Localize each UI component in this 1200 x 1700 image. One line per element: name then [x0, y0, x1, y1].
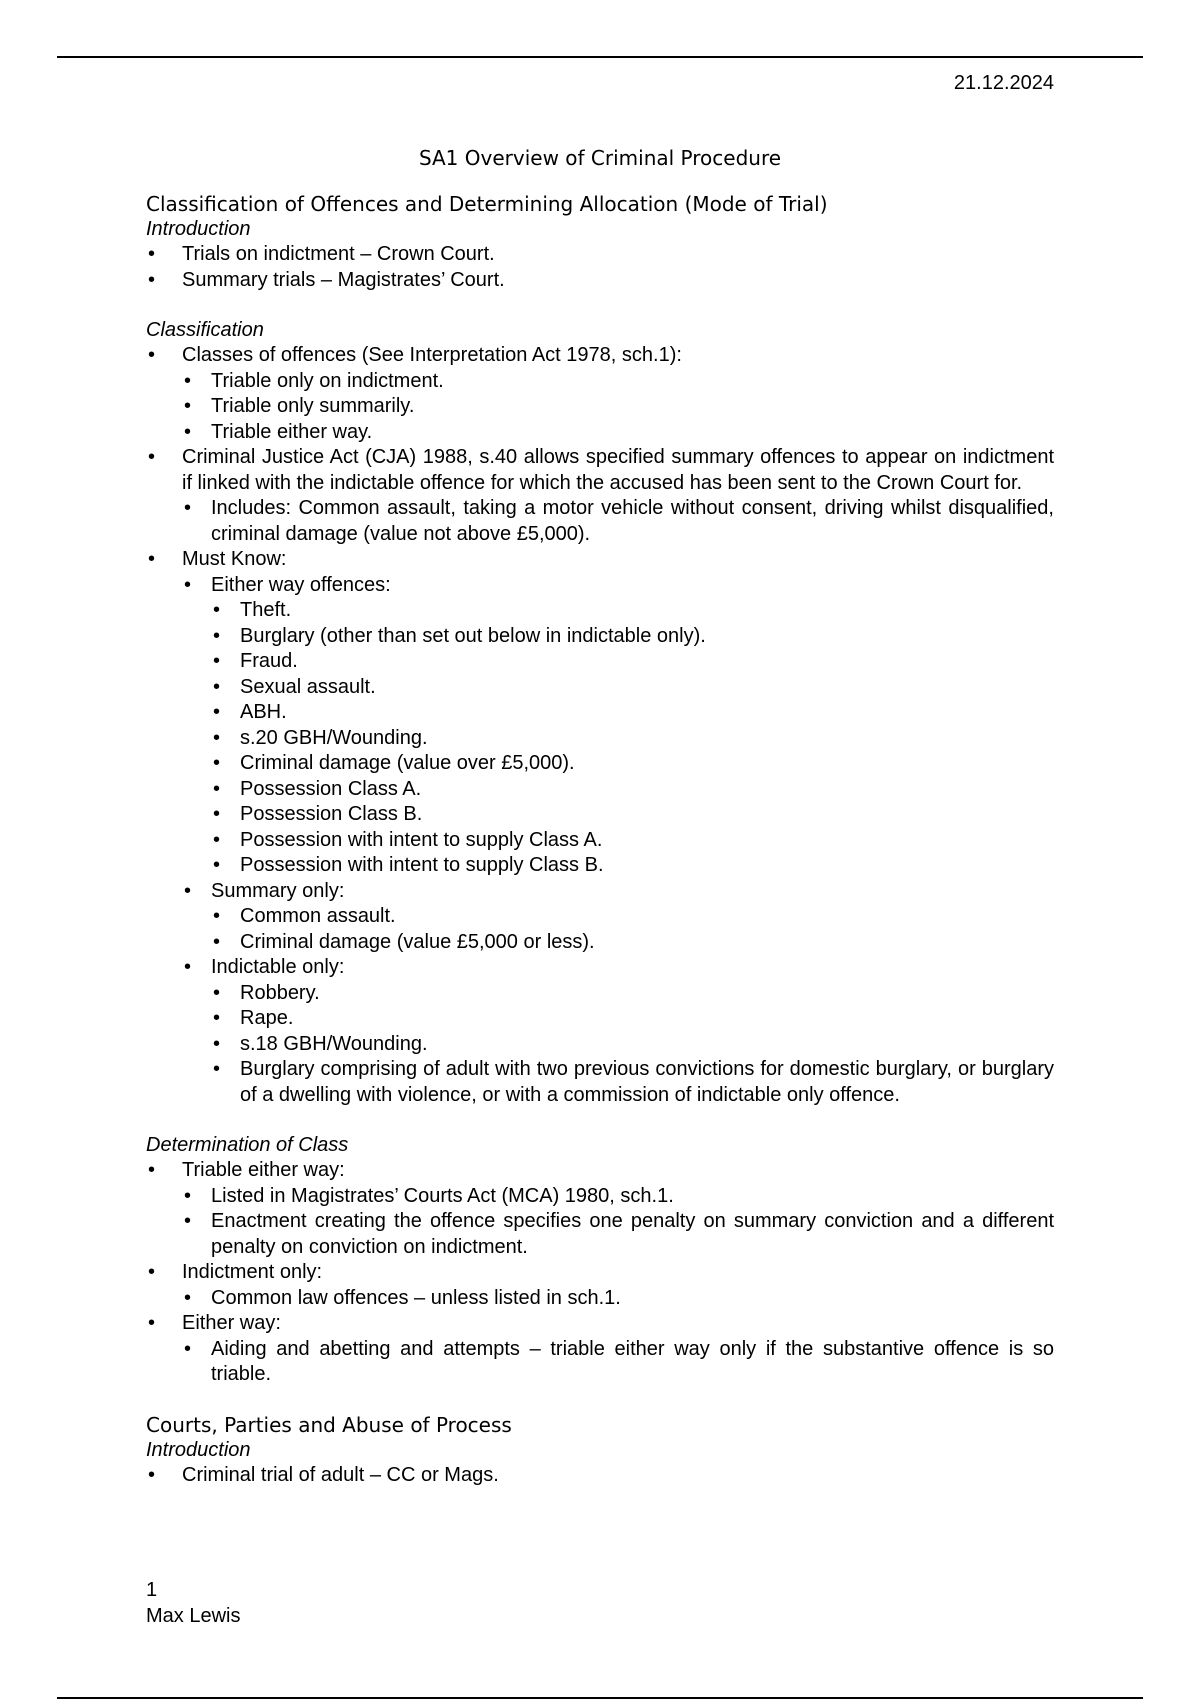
- bullet-icon: •: [184, 956, 192, 978]
- list-item: • Burglary (other than set out below in indictable only).: [211, 624, 1054, 650]
- list-item: • Fraud.: [211, 649, 1054, 675]
- courts-intro-list: [146, 1463, 1054, 1489]
- list-item: • Triable only on indictment.: [182, 369, 1054, 395]
- list-item: • Criminal trial of adult – CC or Mags.: [146, 1463, 1054, 1489]
- bullet-icon: •: [213, 624, 221, 647]
- list-item: • Possession Class B.: [211, 802, 1054, 828]
- author-name: Max Lewis: [146, 1605, 241, 1627]
- list-item: • Common assault.: [211, 904, 1054, 930]
- bullet-icon: •: [184, 1337, 192, 1360]
- list-item: • Triable either way.: [182, 420, 1054, 446]
- list-item: • Robbery.: [211, 981, 1054, 1007]
- list-item: • s.18 GBH/Wounding.: [211, 1032, 1054, 1058]
- bullet-icon: •: [213, 828, 221, 851]
- bullet-icon: •: [213, 854, 221, 876]
- bullet-icon: •: [184, 879, 192, 902]
- list-item: • Summary only: • Common assault. • Criminal damage (value £5,000 or less).: [182, 879, 1054, 956]
- bullet-icon: •: [184, 395, 192, 417]
- list-item: • Either way: • Aiding and abetting and attempts – triable either way only if the substantive offence is so triable.: [146, 1311, 1054, 1388]
- bullet-icon: •: [213, 675, 221, 698]
- bullet-icon: •: [213, 599, 221, 621]
- list-item: • Enactment creating the offence specifies one penalty on summary conviction and a different penalty on conviction on indictment.: [184, 1210, 1054, 1258]
- top-rule: [57, 56, 1143, 58]
- bullet-icon: •: [184, 1184, 192, 1207]
- list-item: • Either way offences: • Theft. • Burglary (other than set out below in indictable only). • Fraud. • Sexual assault. • ABH. • s.20 GBH/Wounding. • Criminal damage (value over £5,000). • Possession Class A. • Possession Class B. • Possession with intent to supply Class A. • Possession with intent to supply Class B.: [182, 573, 1054, 879]
- list-item: • Sexual assault.: [211, 675, 1054, 701]
- list-item: • Triable only summarily.: [182, 394, 1054, 420]
- list-item: • Criminal damage (value over £5,000).: [211, 751, 1054, 777]
- bullet-icon: •: [184, 497, 192, 519]
- bullet-icon: •: [213, 777, 221, 800]
- intro-list: [146, 242, 1054, 293]
- classification-list: [146, 343, 1054, 1108]
- list-item: • Burglary comprising of adult with two previous convictions for domestic burglary, or burglary of a dwelling with violence, or with a commission of indictable only offence.: [213, 1058, 1054, 1106]
- list-item: • Indictment only: • Common law offences – unless listed in sch.1.: [146, 1260, 1054, 1311]
- section-heading: Courts, Parties and Abuse of Process: [146, 1412, 512, 1437]
- bullet-icon: •: [148, 1312, 156, 1334]
- list-item: • Criminal Justice Act (CJA) 1988, s.40 allows specified summary offences to appear on indictment if linked with the indictable offence for which the accused has been sent to the Crown Court for. • Includes: Common assault, taking a motor vehicle without consent, driving whilst disqualified, criminal damage (value not above £5,000).: [146, 445, 1054, 547]
- bullet-icon: •: [213, 650, 221, 672]
- bullet-icon: •: [184, 1210, 192, 1232]
- bullet-icon: •: [213, 803, 221, 825]
- bullet-icon: •: [148, 243, 156, 265]
- document-body: [146, 145, 1054, 1488]
- bullet-icon: •: [213, 930, 221, 953]
- bullet-icon: •: [148, 446, 156, 468]
- bullet-icon: •: [213, 1058, 221, 1080]
- list-item: • Possession Class A.: [211, 777, 1054, 803]
- bullet-icon: •: [213, 1032, 221, 1055]
- bullet-icon: •: [213, 726, 221, 749]
- determination-list: [146, 1158, 1054, 1388]
- bullet-icon: •: [213, 1007, 221, 1029]
- list-item: • Rape.: [211, 1006, 1054, 1032]
- list-item: • Theft.: [211, 598, 1054, 624]
- subheading: Introduction: [146, 218, 251, 240]
- subheading: Introduction: [146, 1438, 251, 1461]
- subheading: Classification: [146, 319, 264, 341]
- list-item: • Common law offences – unless listed in sch.1.: [182, 1286, 1054, 1312]
- bullet-icon: •: [148, 548, 156, 570]
- bullet-icon: •: [184, 369, 192, 392]
- subheading: Determination of Class: [146, 1134, 349, 1156]
- section-heading: Classification of Offences and Determining Allocation (Mode of Trial): [146, 192, 828, 216]
- list-item: • Listed in Magistrates’ Courts Act (MCA) 1980, sch.1.: [182, 1184, 1054, 1210]
- list-item: • Possession with intent to supply Class A.: [211, 828, 1054, 854]
- page-number: 1: [146, 1579, 158, 1601]
- bullet-icon: •: [148, 1261, 156, 1283]
- list-item: • ABH.: [211, 700, 1054, 726]
- list-item: • Must Know: • Either way offences: • Theft. • Burglary (other than set out below in indictable only). • Fraud. • Sexual assault. • ABH. • s.20 GBH/Wounding. • Criminal damage (value over £5,000). • Possession Class A. • Possession Class B. • Possession with intent to supply Class A. • Possession with intent to supply Class B. • Summary only: • Common assault. • Criminal damage (value £5,000 or less). • Indictable only: • Robbery. • Rape. • s.18 GBH/Wounding. • Burglary comprising of adult with two previous convictions for domestic burglary, or burglary of a dwelling with violence, or with a commission of indictable only offence.: [146, 547, 1054, 1108]
- list-item: • Classes of offences (See Interpretation Act 1978, sch.1): • Triable only on indictment. • Triable only summarily. • Triable either way.: [146, 343, 1054, 445]
- bullet-icon: •: [184, 1286, 192, 1309]
- bullet-icon: •: [148, 268, 156, 291]
- bullet-icon: •: [213, 752, 221, 774]
- list-item: • Possession with intent to supply Class B.: [211, 853, 1054, 879]
- list-item: • Summary trials – Magistrates’ Court.: [146, 268, 1054, 294]
- list-item: • Aiding and abetting and attempts – triable either way only if the substantive offence is so triable.: [184, 1337, 1054, 1385]
- list-item: • Criminal damage (value £5,000 or less).: [211, 930, 1054, 956]
- bullet-icon: •: [148, 1463, 156, 1486]
- list-item: • Triable either way: • Listed in Magistrates’ Courts Act (MCA) 1980, sch.1. • Enactment creating the offence specifies one penalty on summary conviction and a different penalty on conviction on indictment.: [146, 1158, 1054, 1260]
- list-item: • Indictable only: • Robbery. • Rape. • s.18 GBH/Wounding. • Burglary comprising of adult with two previous convictions for domestic burglary, or burglary of a dwelling with violence, or with a commission of indictable only offence.: [182, 955, 1054, 1108]
- document-title: SA1 Overview of Criminal Procedure: [418, 146, 782, 170]
- bullet-icon: •: [213, 701, 221, 723]
- bullet-icon: •: [213, 981, 221, 1004]
- bottom-rule: [57, 1697, 1143, 1699]
- bullet-icon: •: [213, 905, 221, 927]
- list-item: • Includes: Common assault, taking a motor vehicle without consent, driving whilst disqualified, criminal damage (value not above £5,000).: [184, 497, 1054, 545]
- list-item: • Trials on indictment – Crown Court.: [146, 242, 1054, 268]
- page-footer: [146, 1577, 240, 1629]
- bullet-icon: •: [184, 420, 192, 443]
- bullet-icon: •: [184, 573, 192, 596]
- document-date: 21.12.2024: [953, 72, 1054, 94]
- bullet-icon: •: [148, 1159, 156, 1181]
- bullet-icon: •: [148, 344, 156, 366]
- list-item: • s.20 GBH/Wounding.: [211, 726, 1054, 752]
